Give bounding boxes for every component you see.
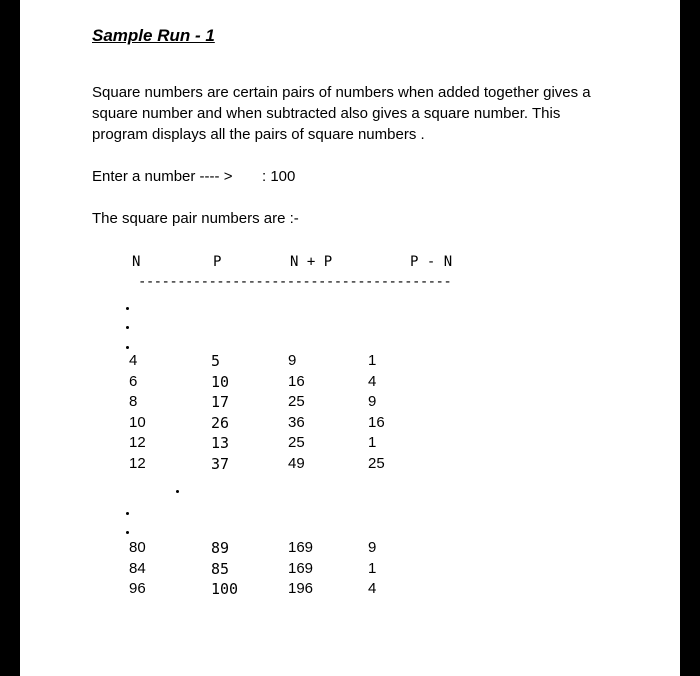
- table-cell: 5: [211, 352, 221, 370]
- header-n-plus-p: N + P: [290, 254, 333, 270]
- document-page: [20, 0, 680, 676]
- table-cell: 4: [368, 580, 377, 597]
- prompt-label: Enter a number ---- >: [92, 168, 233, 185]
- ellipsis-dot: [126, 512, 129, 515]
- ellipsis-dot: [176, 490, 179, 493]
- left-border: [0, 0, 20, 676]
- table-cell: 16: [368, 413, 385, 431]
- table-cell: 36: [288, 413, 305, 431]
- table-cell: 100: [211, 580, 239, 598]
- table-cell: 8: [129, 393, 138, 410]
- table-cell: 1: [368, 434, 377, 451]
- table-cell: 26: [211, 413, 230, 432]
- table-cell: 16: [288, 372, 305, 390]
- table-cell: 196: [288, 580, 314, 597]
- header-p: P: [213, 254, 222, 270]
- table-cell: 169: [288, 559, 314, 577]
- table-cell: 13: [211, 434, 230, 452]
- ellipsis-dot: [126, 531, 129, 534]
- table-cell: 85: [211, 559, 230, 578]
- ellipsis-dot: [126, 326, 129, 329]
- table-cell: 89: [211, 539, 230, 557]
- table-cell: 37: [211, 454, 230, 473]
- input-prompt: [92, 168, 296, 185]
- table-cell: 84: [129, 559, 146, 577]
- table-separator: ----------------------------------------: [138, 274, 452, 290]
- table-cell: 10: [211, 372, 230, 391]
- table-cell: 1: [368, 559, 377, 577]
- prompt-value: : 100: [262, 168, 296, 185]
- table-cell: 9: [288, 352, 297, 369]
- table-cell: 9: [368, 393, 377, 410]
- table-cell: 10: [129, 413, 146, 431]
- table-cell: 17: [211, 393, 230, 411]
- table-cell: 80: [129, 539, 146, 556]
- right-border: [680, 0, 700, 676]
- result-heading: The square pair numbers are :-: [92, 210, 299, 227]
- table-cell: 25: [288, 434, 305, 451]
- sample-run-title: Sample Run - 1: [92, 26, 215, 45]
- ellipsis-dot: [126, 307, 129, 310]
- header-p-minus-n: P - N: [410, 254, 453, 270]
- header-n: N: [132, 254, 141, 270]
- ellipsis-dot: [126, 346, 129, 349]
- table-cell: 1: [368, 352, 377, 369]
- table-cell: 12: [129, 454, 146, 472]
- table-cell: 49: [288, 454, 305, 472]
- table-cell: 25: [288, 393, 305, 410]
- table-cell: 25: [368, 454, 385, 472]
- description-paragraph: Square numbers are certain pairs of numbers when added together gives a square number and when subtracted also gives a square number. This program displays all the pairs of square numbers .: [92, 84, 591, 143]
- table-cell: 169: [288, 539, 314, 556]
- table-cell: 6: [129, 372, 138, 390]
- table-cell: 96: [129, 580, 146, 597]
- table-cell: 4: [368, 372, 377, 390]
- table-cell: 9: [368, 539, 377, 556]
- table-cell: 4: [129, 352, 138, 369]
- table-cell: 12: [129, 434, 146, 451]
